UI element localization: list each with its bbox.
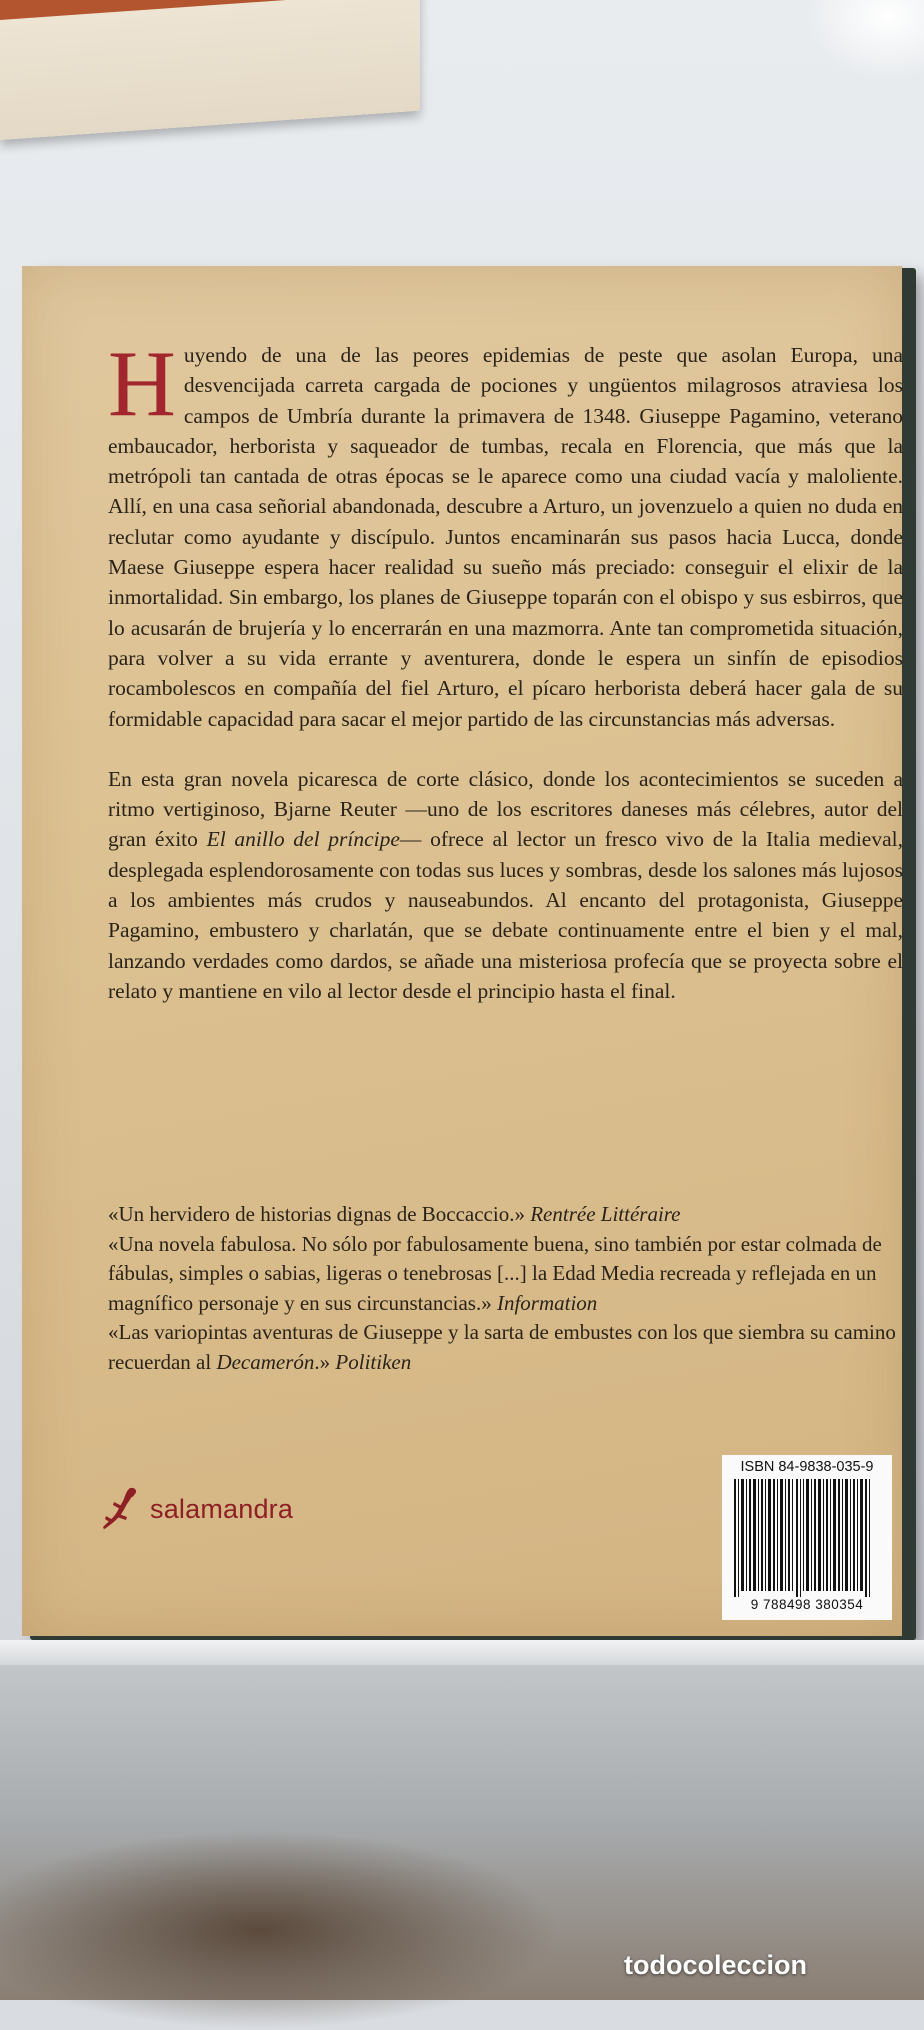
book-title-reference: El anillo del príncipe	[206, 827, 400, 852]
press-quote	[108, 1318, 908, 1377]
quote-source: Information	[496, 1290, 598, 1315]
watermark: todocoleccion	[624, 1950, 808, 1980]
synopsis	[108, 332, 903, 1006]
quote-title-reference: Decamerón	[216, 1349, 315, 1374]
salamander-icon	[100, 1484, 144, 1534]
barcode-bars	[732, 1479, 882, 1597]
quote-text-end: .»	[314, 1349, 336, 1374]
quote-text: «Las variopintas aventuras de Giuseppe y la sarta de embustes con los que siembra su camino recuerdan al	[108, 1320, 896, 1374]
quote-text: «Una novela fabulosa. No sólo por fabulosamente buena, sino también por estar colmada de fábulas, simples o sabias, ligeras o tenebrosas [...] la Edad Media recreada y reflejada en un magnífico personaje y en sus circunstancias.»	[108, 1231, 882, 1315]
synopsis-paragraph-1	[108, 332, 903, 734]
publisher-name: salamandra	[150, 1493, 294, 1524]
isbn-label: ISBN 84-9838-035-9	[740, 1459, 874, 1475]
fabric-shadow	[0, 1830, 560, 2030]
light-glare	[804, 0, 924, 80]
barcode-digits: 9 788498 380354	[750, 1597, 864, 1612]
press-quote	[108, 1200, 908, 1230]
synopsis-paragraph-2	[108, 764, 903, 1006]
synopsis-paragraph-1-text: uyendo de una de las peores epidemias de peste que asolan Europa, una desvencijada carreta cargada de pociones y ungüentos milagrosos atraviesa los campos de Umbría durante la primavera de 1348. Giuseppe Pagamino, veterano embaucador, herborista y saqueador de tumbas, recala en Florencia, que más que la metrópoli tan cantada de otras épocas se le aparece como una ciudad vacía y maloliente. Allí, en una casa señorial abandonada, descubre a Arturo, un jovenzuelo a quien no duda en reclutar como ayudante y discípulo. Juntos encaminarán sus pasos hacia Lucca, donde Maese Giuseppe espera hacer realidad su sueño más preciado: conseguir el elixir de la inmortalidad. Sin embargo, los planes de Giuseppe toparán con el obispo y sus esbirros, que lo acusarán de brujería y lo encerrarán en una mazmorra. Ante tan comprometida situación, para volver a su vida errante y aventurera, donde le espera un sinfín de episodios rocambolescos en compañía del fiel Arturo, el pícaro herborista deberá hacer gala de su formidable capacidad para sacar el mejor partido de las circunstancias más adversas.	[108, 343, 903, 731]
publisher-logo	[100, 1484, 293, 1534]
press-quote	[108, 1230, 908, 1319]
synopsis-paragraph-2-text-b: — ofrece al lector un fresco vivo de la Italia medieval, desplegada esplendorosamente con todas sus luces y sombras, desde los salones más lujosos a los ambientes más crudos y nauseabundos. Al encanto del protagonista, Giuseppe Pagamino, embustero y charlatán, que se debate continuamente entre el bien y el mal, lanzando verdades como dardos, se añade una misteriosa profecía que se proyecta sobre el relato y mantiene en vilo al lector desde el principio hasta el final.	[108, 827, 903, 1003]
isbn-barcode	[722, 1455, 892, 1620]
quote-source: Politiken	[335, 1349, 412, 1374]
quote-source: Rentrée Littéraire	[530, 1202, 681, 1226]
press-quotes	[108, 1200, 908, 1377]
synopsis-paragraph-2-text-a: En esta gran novela picaresca de corte clásico, donde los acontecimientos se suceden a ritmo vertiginoso, Bjarne Reuter —uno de los escritores daneses más célebres, autor del gran éxito	[108, 766, 903, 852]
drop-cap: H	[108, 332, 176, 436]
quote-text: «Un hervidero de historias dignas de Boccaccio.»	[108, 1202, 531, 1226]
